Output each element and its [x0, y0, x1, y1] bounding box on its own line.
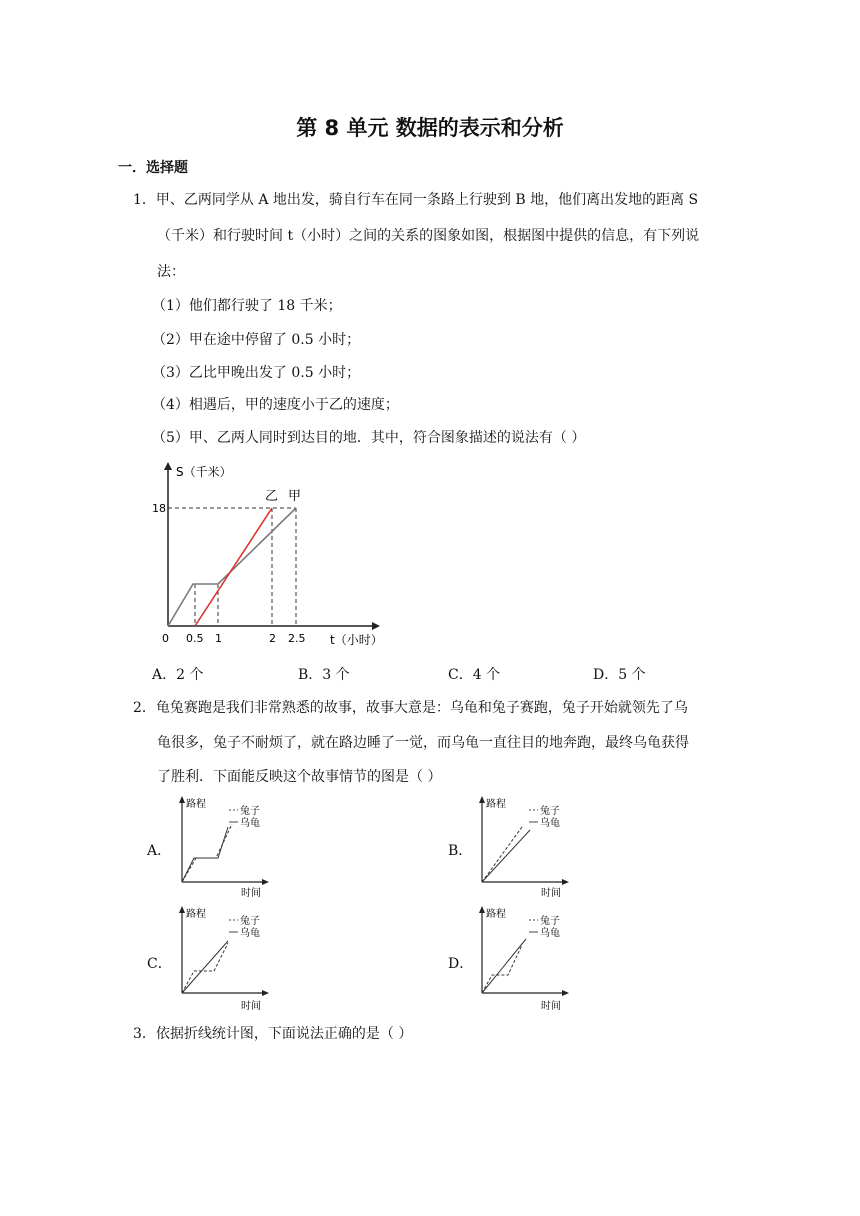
q2-option-d[interactable]: D． — [448, 956, 474, 972]
q1-option-c[interactable]: C．4 个 — [448, 667, 501, 683]
graph-c-y-label: 路程 — [186, 909, 206, 920]
graph-b-y-label: 路程 — [486, 799, 506, 810]
q1-option-d[interactable]: D．5 个 — [593, 667, 646, 683]
x-tick-0-5: 0.5 — [186, 632, 204, 645]
q1-option-b[interactable]: B．3 个 — [298, 667, 350, 683]
graph-d-y-label: 路程 — [486, 909, 506, 920]
q1-option-a[interactable]: A．2 个 — [152, 667, 204, 683]
q1-statement-1: （1）他们都行驶了 18 千米； — [152, 298, 342, 314]
distance-time-graph — [150, 460, 390, 655]
graph-b-legend-rabbit: 兔子 — [540, 806, 560, 817]
graph-c[interactable] — [170, 905, 270, 1013]
graph-d-legend-turtle: 乌龟 — [540, 928, 560, 939]
q2-line-3: 了胜利．下面能反映这个故事情节的图是（ ） — [157, 769, 442, 785]
q2-option-a[interactable]: A． — [147, 843, 172, 859]
q2-line-1: 2．龟兔赛跑是我们非常熟悉的故事，故事大意是：乌龟和兔子赛跑，兔子开始就领先了乌 — [133, 700, 688, 716]
x-tick-2-5: 2.5 — [288, 632, 306, 645]
graph-a-y-label: 路程 — [186, 799, 206, 810]
graph-d-x-label: 时间 — [541, 1001, 561, 1012]
graph-b-x-label: 时间 — [541, 888, 561, 899]
graph-a-legend-rabbit: 兔子 — [240, 806, 260, 817]
q1-line-3: 法： — [157, 264, 185, 280]
graph-b-legend-turtle: 乌龟 — [540, 818, 560, 829]
q1-line-2: （千米）和行驶时间 t（小时）之间的关系的图象如图，根据图中提供的信息，有下列说 — [157, 228, 700, 244]
x-axis-label: t（小时） — [330, 633, 383, 647]
graph-a-rabbit-line — [182, 824, 232, 882]
y-axis-label: S（千米） — [176, 465, 232, 479]
graph-d-legend-rabbit: 兔子 — [540, 916, 560, 927]
y-axis-arrow — [164, 462, 172, 470]
graph-b[interactable] — [470, 795, 570, 900]
graph-a-legend-turtle: 乌龟 — [240, 818, 260, 829]
graph-c-x-label: 时间 — [241, 1001, 261, 1012]
x-axis-arrow — [372, 622, 380, 630]
jia-line — [168, 508, 296, 626]
y-tick-18: 18 — [152, 502, 166, 515]
graph-b-rabbit-line — [482, 827, 522, 882]
q2-line-2: 龟很多，兔子不耐烦了，就在路边睡了一觉，而乌龟一直往目的地奔跑，最终乌龟获得 — [157, 735, 689, 751]
graph-a-x-label: 时间 — [241, 888, 261, 899]
graph-c-legend-rabbit: 兔子 — [240, 916, 260, 927]
graph-b-turtle-line — [482, 830, 530, 882]
q1-statement-5: （5）甲、乙两人同时到达目的地．其中，符合图象描述的说法有（ ） — [152, 430, 586, 446]
q1-statement-2: （2）甲在途中停留了 0.5 小时； — [152, 332, 361, 348]
graph-c-legend-turtle: 乌龟 — [240, 928, 260, 939]
q1-line-1: 1．甲、乙两同学从 A 地出发，骑自行车在同一条路上行驶到 B 地，他们离出发地的距离 S — [133, 192, 699, 208]
section-heading: 一．选择题 — [118, 160, 188, 176]
graph-a[interactable] — [170, 795, 270, 900]
yi-line — [195, 508, 272, 626]
page-title: 第 8 单元 数据的表示和分析 — [296, 116, 564, 140]
graph-a-turtle-line — [182, 827, 228, 882]
q2-option-b[interactable]: B． — [448, 843, 473, 859]
graph-d[interactable] — [470, 905, 570, 1013]
label-jia: 甲 — [288, 489, 302, 504]
q1-statement-3: （3）乙比甲晚出发了 0.5 小时； — [152, 365, 361, 381]
x-tick-0: 0 — [162, 632, 169, 645]
x-tick-1: 1 — [215, 632, 222, 645]
x-tick-2: 2 — [269, 632, 276, 645]
graph-d-turtle-line — [482, 939, 526, 993]
label-yi: 乙 — [265, 489, 279, 504]
q3-line: 3．依据折线统计图，下面说法正确的是（ ） — [133, 1026, 413, 1042]
q2-option-c[interactable]: C． — [147, 956, 172, 972]
graph-c-turtle-line — [182, 941, 228, 993]
q1-statement-4: （4）相遇后，甲的速度小于乙的速度； — [152, 397, 399, 413]
